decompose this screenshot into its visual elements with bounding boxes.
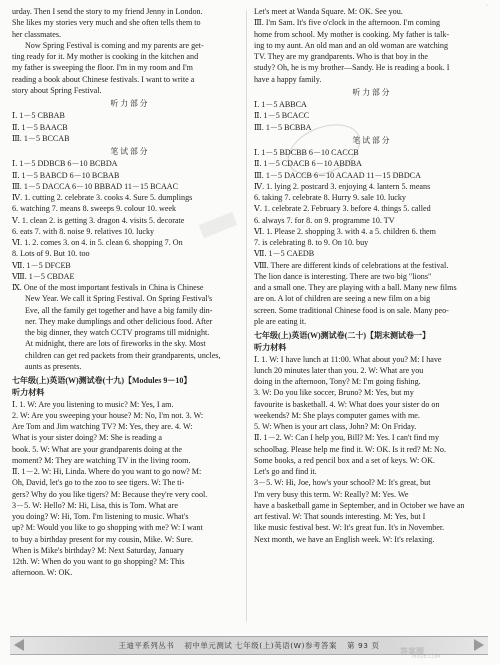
left-line: moment? M: They are watching TV in the living room.: [12, 455, 191, 465]
left-line: to buy a birthday present for my cousin, Mike. W: Sure.: [12, 534, 193, 544]
right-line: Let's meet at Wanda Square. M: OK. See you.: [254, 7, 403, 16]
left-line: 2. W: Are you sweeping your house? M: No, I'm not. 3. W:: [12, 410, 204, 420]
right-line: doing in the afternoon, Tony? M: I'm going fishing.: [254, 377, 421, 386]
left-line: Ⅳ. 1. cutting 2. celebrate 3. cooks 4. Sure 5. dumplings: [12, 193, 193, 202]
left-line: urday. Then I send the story to my friend Jenny in London.: [12, 7, 203, 16]
right-line: have a happy family.: [254, 74, 322, 84]
left-line: ner. They make dumplings and other delicious food. After: [24, 316, 213, 326]
left-line: children can get red packets from their grandparents, uncles,: [24, 350, 221, 360]
left-line: At midnight, there are lots of fireworks in the sky. Most: [24, 339, 206, 349]
left-line: Oh, David, let's go to the zoo to see tigers. W: The ti-: [12, 478, 185, 488]
footer-right-arrow-icon: [474, 639, 484, 651]
left-line: 12th. W: When do you want to go shopping? M: This: [12, 557, 185, 566]
left-line: Are Tom and Jim watching TV? M: Yes, they are. 4. W:: [12, 422, 193, 431]
right-line: 听力部分: [352, 87, 392, 97]
left-line: afternoon. W: OK.: [12, 568, 73, 578]
footer-series: 王迪平系列丛书: [118, 641, 175, 650]
left-line: Ⅸ. One of the most important festivals in China is Chinese: [12, 283, 204, 292]
right-line: lunch 20 minutes later than you. 2. W: What are you: [254, 365, 424, 375]
left-line: 听力部分: [110, 99, 150, 108]
left-line: When is Mike's birthday? M: Next Saturday, January: [12, 545, 184, 555]
left-line: 听力材料: [12, 388, 45, 398]
right-line: ple are eating it.: [254, 316, 307, 326]
right-line: have a basketball game in September, and in October we have an: [254, 500, 465, 510]
page-corner-mark: ·: [486, 3, 488, 9]
watermark-url: MXQE.COM: [412, 654, 441, 660]
right-line: Ⅷ. There are different kinds of celebrations at the festival.: [254, 260, 449, 270]
left-line: Ⅰ. 1. W: Are you listening to music? M: Yes, I am.: [12, 399, 174, 409]
left-line: Ⅱ. 1－5 BABCD 6－10 BCBAB: [12, 170, 120, 180]
right-line: 6. taking 7. celebrate 8. Hurry 9. sale 10. lucky: [254, 193, 406, 202]
right-line: Ⅳ. 1. lying 2. postcard 3. enjoying 4. lantern 5. means: [254, 181, 431, 191]
left-line: 6. eats 7. with 8. noise 9. relatives 10. lucky: [12, 226, 155, 236]
left-line: 七年级(上)英语(W)测试卷(十九)【Modules 9－10】: [12, 376, 192, 385]
right-line: 3－5. W: Hi, Joe, how's your school? M: It's great, but: [254, 478, 431, 488]
left-line: up? M: Would you like to go shopping with me? W: I want: [12, 523, 203, 533]
left-line: Now Spring Festival is coming and my parents are get-: [24, 40, 204, 50]
right-line: Ⅵ. 1. Please 2. shopping 3. with 4. a 5. children 6. them: [254, 226, 436, 236]
right-line: Let's go and find it.: [254, 467, 317, 476]
watermark-logo: 答案圈: [400, 647, 424, 656]
left-line: Ⅲ. 1－5 DACCA 6－10 BBBAD 11－15 BCAAC: [12, 181, 179, 191]
left-line: story about Spring Festival.: [12, 85, 102, 95]
left-line: you doing? W: Hi, Tom. I'm listening to music. What's: [12, 512, 189, 521]
left-line: book. 5. W: What are your grandparents doing at the: [12, 444, 182, 454]
right-line: 笔试部分: [352, 135, 392, 145]
left-line: 3－5. W: Hello? M: Hi, Lisa, this is Tom. What are: [12, 500, 178, 510]
right-line: I'm very busy this term. W: Really? M: Yes. We: [254, 489, 409, 499]
right-line: 6. always 7. for 8. on 9. programme 10. TV: [254, 215, 395, 225]
right-line: TV. They are my grandparents. Who is that boy in the: [254, 52, 428, 61]
right-line: Ⅰ. 1－5 BDCBB 6－10 CACCB: [254, 148, 359, 157]
right-line: 听力材料: [254, 343, 287, 353]
left-line: She likes my stories very much and she often tells them to: [12, 18, 201, 28]
right-line: Ⅲ. 1－5 BCBBA: [254, 122, 312, 132]
left-line: 笔试部分: [110, 147, 150, 156]
footer-left-arrow-icon: [14, 639, 24, 651]
left-line: my father is sweeping the floor. I'm in my room and I'm: [12, 63, 193, 73]
footer-page-number: 第 93 页: [347, 641, 380, 650]
right-line: The lion dance is interesting. There are two big "lions": [254, 271, 432, 281]
left-line: gers? Why do you like tigers? M: Because they're very cool.: [12, 489, 208, 499]
right-line: Ⅶ. 1－5 CAEDB: [254, 249, 315, 259]
right-line: Some books, a red pencil box and a set of keys. W: OK.: [254, 455, 435, 465]
right-line: Next month, we have an English week. W: It's relaxing.: [254, 534, 435, 544]
right-line: ing to my aunt. An old man and an old woman are watching: [254, 40, 448, 50]
left-line: 8. Lots of 9. But 10. too: [12, 249, 90, 259]
right-line: are on. A lot of children are seeing a new film on a big: [254, 294, 431, 304]
left-line: aunts as presents.: [24, 361, 82, 371]
right-line: Ⅴ. 1. celebrate 2. February 3. before 4. things 5. called: [254, 204, 431, 214]
left-line: New Year. We call it Spring Festival. On Spring Festival's: [24, 294, 213, 304]
left-line: Ⅲ. 1－5 BCCAB: [12, 133, 70, 143]
right-line: Ⅲ. 1－5 DACCB 6－10 ACAAD 11－15 DBDCA: [254, 170, 421, 180]
right-line: Ⅱ. 1－2. W: Can I help you, Bill? M: Yes. I can't find my: [254, 433, 440, 443]
left-line: Ⅷ. 1－5 CBDAE: [12, 271, 75, 281]
right-line: Ⅱ. 1－5 CDACB 6－10 ABDBA: [254, 159, 362, 169]
right-line: Ⅲ. I'm Sam. It's five o'clock in the afternoon. I'm coming: [254, 18, 441, 28]
left-line: Ⅱ. 1－5 BAACB: [12, 122, 68, 132]
right-line: 七年级(上)英语(W)测试卷(二十)【期末测试卷一】: [254, 331, 430, 340]
left-line: her classmates.: [12, 29, 61, 39]
right-line: home from school. My mother is cooking. My father is talk-: [254, 29, 450, 39]
right-line: Ⅰ. 1－5 ABBCA: [254, 100, 307, 109]
right-line: favourite is basketball. 4. W: What does your sister do on: [254, 399, 440, 409]
left-line: Ⅰ. 1－5 DDBCB 6－10 BCBDA: [12, 159, 118, 169]
left-line: 6. watching 7. means 8. sweeps 9. colour 10. week: [12, 204, 177, 214]
left-line: Ⅶ. 1－5 DFCEB: [12, 260, 71, 270]
left-line: Ⅵ. 1. 2. comes 3. on 4. in 5. clean 6. shopping 7. On: [12, 238, 183, 247]
left-column: [12, 6, 248, 579]
right-line: 7. is celebrating 8. to 9. On 10. buy: [254, 238, 369, 247]
left-line: What is your sister doing? M: She is reading a: [12, 433, 162, 443]
left-line: ting ready for it. My mother is cooking in the kitchen and: [12, 52, 199, 61]
right-line: Ⅰ. 1. W: I have lunch at 11:00. What about you? M: I have: [254, 354, 442, 364]
footer-book-title: 初中单元测试 七年级(上)英语(W)参考答案: [184, 641, 338, 650]
left-line: Eve, all the family get together and have a big family din-: [24, 305, 213, 315]
right-line: study? Oh, he is my brother—Sandy. He is reading a book. I: [254, 63, 450, 73]
right-column: [254, 6, 490, 545]
right-line: 3. W: Do you like soccer, Bruno? M: Yes, but my: [254, 388, 414, 398]
right-line: like music festival best. W: It's great fun. It's in November.: [254, 523, 445, 533]
right-line: Ⅱ. 1－5 BCACC: [254, 111, 310, 121]
right-line: 5. W: When is your art class, John? M: On Friday.: [254, 422, 417, 431]
left-line: reading a book about Chinese festivals. I want to write a: [12, 74, 195, 84]
left-line: Ⅱ. 1－2. W: Hi, Linda. Where do you want to go now? M:: [12, 467, 202, 476]
right-line: screen. Some traditional Chinese food is on sale. Many peo-: [254, 305, 449, 315]
left-line: Ⅰ. 1－5 CBBAB: [12, 111, 65, 121]
right-line: weekends? M: She plays computer games with me.: [254, 410, 420, 420]
left-line: the big dinner, they watch CCTV programs till midnight.: [24, 328, 210, 337]
right-line: art festival. W: That sounds interesting. M: Yes, but I: [254, 512, 426, 521]
right-line: schoolbag. Please help me find it. W: OK. Is it red? M: No.: [254, 444, 446, 454]
left-line: Ⅴ. 1. clean 2. is getting 3. dragon 4. visits 5. decorate: [12, 215, 185, 225]
right-line: and a small one. They are playing with a ball. Many new films: [254, 283, 457, 292]
